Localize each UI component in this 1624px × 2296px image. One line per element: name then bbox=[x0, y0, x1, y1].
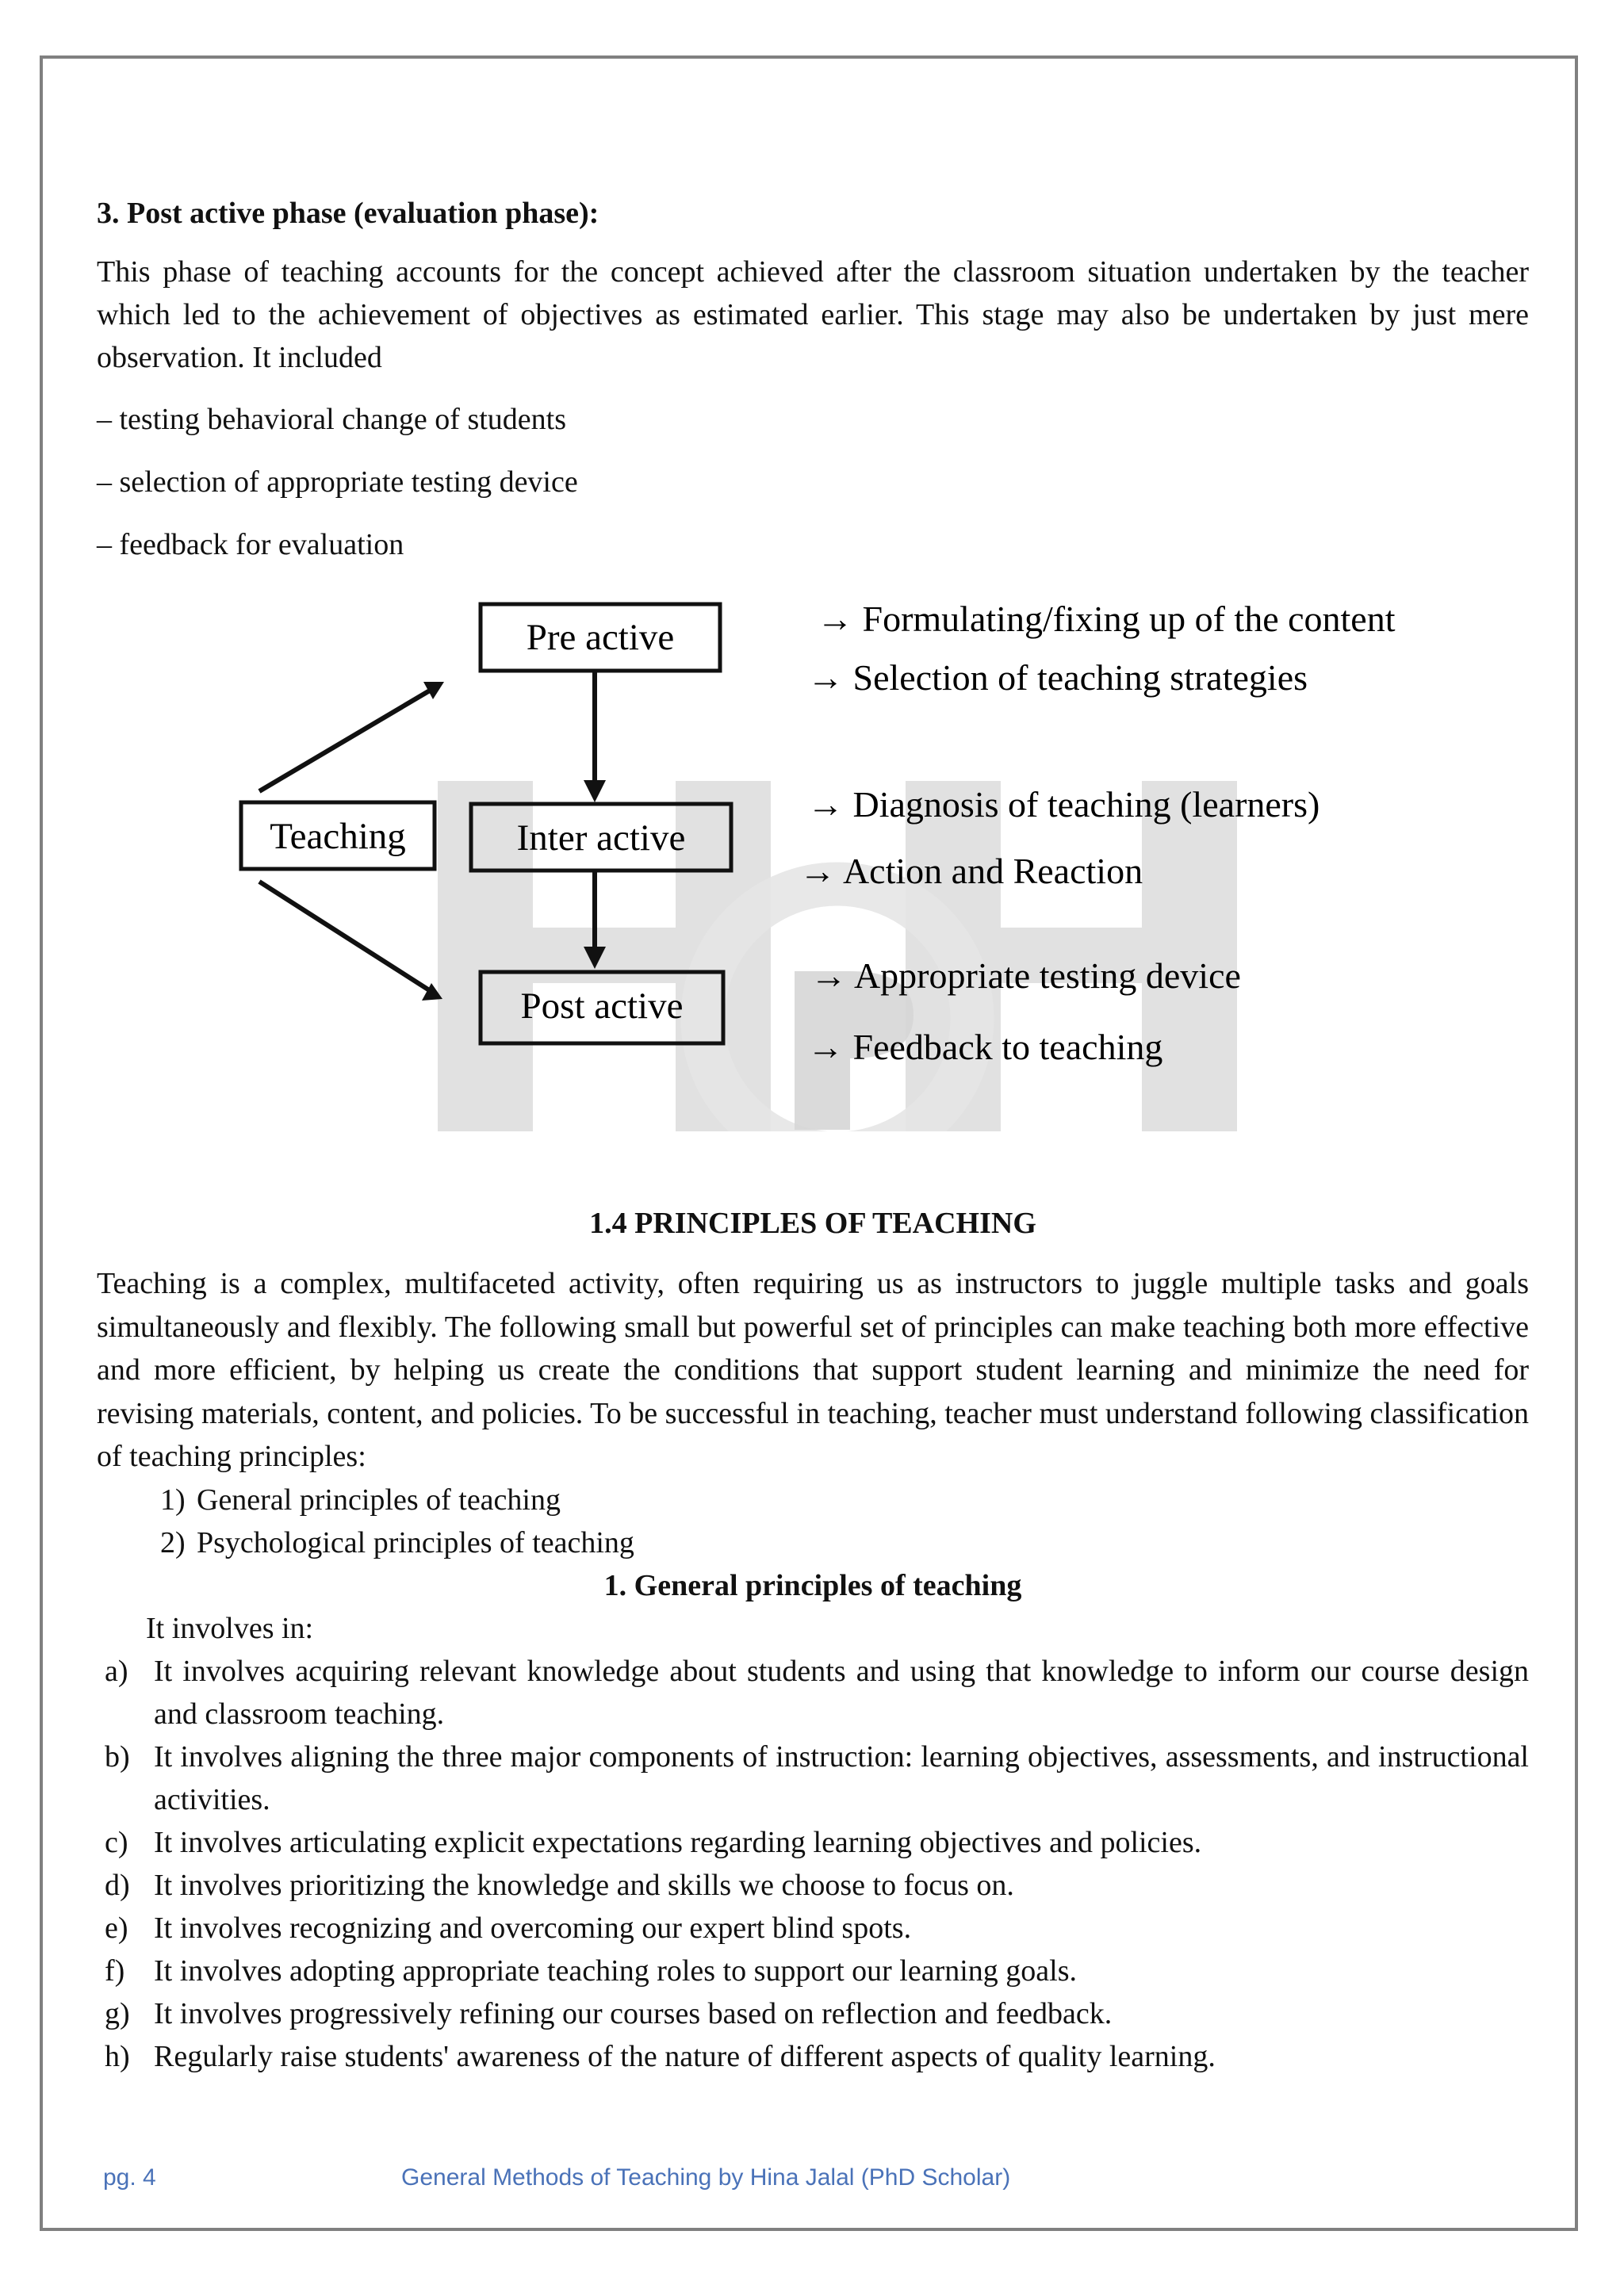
post-active-label: Post active bbox=[520, 985, 684, 1027]
list-letter: f) bbox=[105, 1954, 125, 1988]
list-letter: d) bbox=[105, 1868, 130, 1902]
list-item bbox=[97, 1992, 1529, 2035]
list-text: It involves articulating explicit expectations regarding learning objectives and policies. bbox=[154, 1825, 1202, 1859]
inter-active-label: Inter active bbox=[516, 817, 686, 859]
list-text: It involves acquiring relevant knowledge about students and using that knowledge to inform our course design and classroom teaching. bbox=[154, 1654, 1529, 1731]
post-active-note-1: → Appropriate testing device bbox=[810, 955, 1241, 996]
post-active-note-2: → Feedback to teaching bbox=[807, 1027, 1163, 1067]
list-letter: h) bbox=[105, 2039, 130, 2073]
list-text: It involves aligning the three major components of instruction: learning objectives, assessments, and instructional activities. bbox=[154, 1739, 1529, 1816]
list-item: – feedback for evaluation bbox=[97, 528, 404, 561]
general-principles-title: 1. General principles of teaching bbox=[603, 1568, 1022, 1602]
diagram-svg bbox=[97, 599, 1529, 1202]
list-text: It involves prioritizing the knowledge and skills we choose to focus on. bbox=[154, 1868, 1014, 1902]
list-text: It involves recognizing and overcoming our expert blind spots. bbox=[154, 1911, 912, 1945]
list-item bbox=[97, 1735, 1529, 1821]
footer-title: General Methods of Teaching by Hina Jalal (PhD Scholar) bbox=[401, 2164, 1011, 2191]
arrow-teaching-to-pre bbox=[259, 688, 434, 791]
list-item bbox=[97, 2035, 1529, 2078]
list-item bbox=[97, 1521, 1529, 1564]
inter-active-note-2: → Action and Reaction bbox=[799, 851, 1143, 891]
pre-active-note-1: → Formulating/fixing up of the content bbox=[817, 599, 1396, 639]
inter-active-note-1: → Diagnosis of teaching (learners) bbox=[807, 784, 1320, 825]
list-item bbox=[97, 1907, 1529, 1950]
principles-paragraph: Teaching is a complex, multifaceted activity, often requiring us as instructors to juggle multiple tasks and goals simultaneously and flexibly. The following small but powerful set of principles can make teaching both more effective and more efficient, by helping us create the conditions that support student learning and minimize the need for revising materials, content, and policies. To be successful in teaching, teacher must understand following classification of teaching principles: bbox=[97, 1267, 1529, 1473]
list-item: – selection of appropriate testing device bbox=[97, 465, 578, 499]
arrowhead-inter bbox=[584, 780, 606, 802]
teaching-phases-diagram bbox=[97, 599, 1529, 1202]
list-letter: g) bbox=[105, 1996, 130, 2030]
list-item bbox=[97, 1821, 1529, 1864]
list-number: 2) bbox=[160, 1525, 186, 1559]
list-item bbox=[97, 1479, 1529, 1521]
list-letter: e) bbox=[105, 1911, 128, 1945]
list-text: It involves adopting appropriate teaching roles to support our learning goals. bbox=[154, 1954, 1077, 1988]
list-item bbox=[97, 1650, 1529, 1735]
list-item bbox=[97, 1864, 1529, 1907]
list-text: Psychological principles of teaching bbox=[197, 1525, 634, 1559]
list-letter: b) bbox=[105, 1739, 130, 1774]
list-item bbox=[97, 1950, 1529, 1992]
list-text: General principles of teaching bbox=[197, 1483, 561, 1517]
teaching-label: Teaching bbox=[270, 816, 406, 857]
general-principles-list bbox=[97, 1650, 1529, 2078]
section-paragraph: This phase of teaching accounts for the concept achieved after the classroom situation undertaken by the teacher which led to the achievement of objectives as estimated earlier. This stage may also be undertaken by just mere observation. It included bbox=[97, 255, 1529, 374]
classification-list bbox=[97, 1479, 1529, 1564]
arrowhead-post-vertical bbox=[584, 947, 606, 969]
list-number: 1) bbox=[160, 1483, 186, 1517]
section-heading-post-active: 3. Post active phase (evaluation phase): bbox=[97, 197, 599, 230]
list-letter: c) bbox=[105, 1825, 128, 1859]
list-item: – testing behavioral change of students bbox=[97, 403, 567, 436]
list-text: Regularly raise students' awareness of the nature of different aspects of quality learning. bbox=[154, 2039, 1216, 2073]
arrow-teaching-to-post bbox=[259, 882, 433, 993]
pre-active-label: Pre active bbox=[526, 617, 675, 658]
list-text: It involves progressively refining our courses based on reflection and feedback. bbox=[154, 1996, 1113, 2030]
page-content bbox=[97, 192, 1529, 2078]
pre-active-note-2: → Selection of teaching strategies bbox=[807, 657, 1308, 698]
involves-intro: It involves in: bbox=[146, 1611, 314, 1645]
list-letter: a) bbox=[105, 1654, 128, 1688]
page-number: pg. 4 bbox=[103, 2164, 156, 2191]
principles-title: 1.4 PRINCIPLES OF TEACHING bbox=[589, 1207, 1036, 1240]
